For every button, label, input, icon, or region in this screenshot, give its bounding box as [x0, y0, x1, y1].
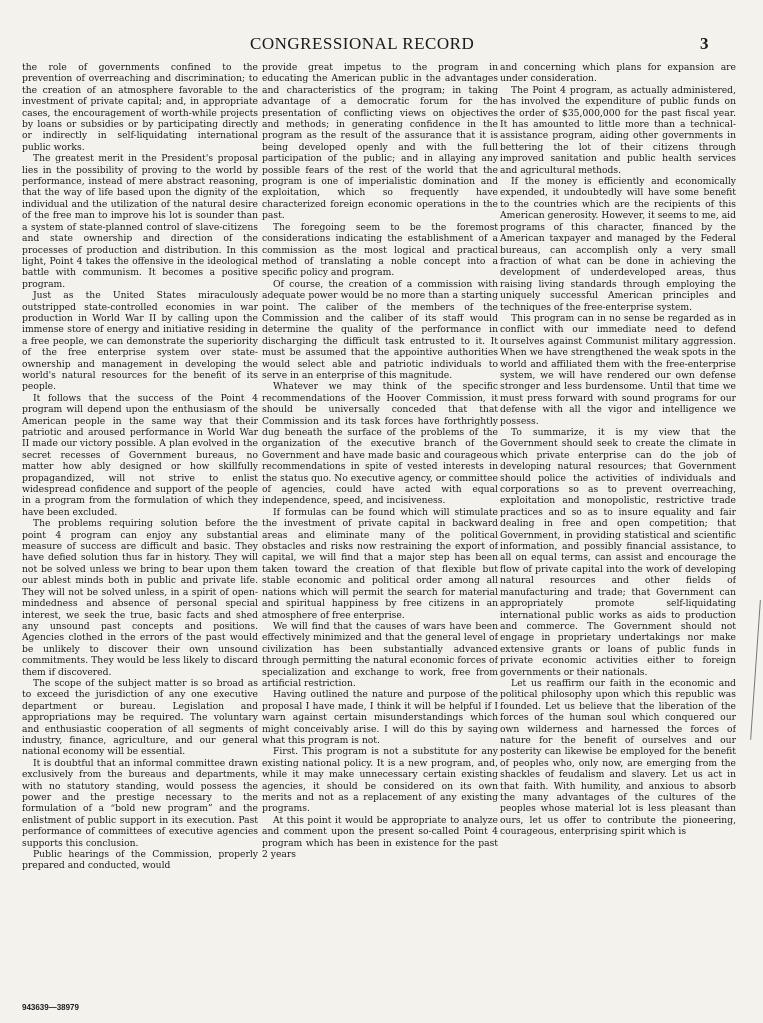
paragraph: If the money is efficiently and economically expended, it undoubtedly will have some benefit to the countries which are the recipients of this American generosity. However, it seems to me, aid programs of this character, financed by the American taxpayer and managed by the Federal bureaus, can accomplish only a very small fraction of what can be done in achieving the development of underdeveloped areas, thus raising living standards through employing the uniquely successful American principles and techniques of the free-enterprise system. — [500, 176, 736, 313]
page-number: 3 — [700, 34, 709, 53]
paragraph: Of course, the creation of a commission with adequate power would be no more than a starting point. The caliber of the members of the Commission and the caliber of its staff would determine the quality of the performance in discharging the difficult task entrusted to it. It must be assumed that the appointive authorities would select able and patriotic individuals to serve in an enterprise of this magnitude. — [262, 278, 498, 381]
paragraph: At this point it would be appropriate to analyze and comment upon the present so-called Point 4 program which has been in existence for the past 2 years — [262, 814, 498, 861]
text-column-2 — [262, 62, 498, 1012]
paragraph: First. This program is not a substitute for any existing national policy. It is a new program, and, while it may make unnecessary certain existing agencies, it should be considered on its own merits and not as a replacement of any existing programs. — [262, 746, 498, 815]
paragraph: This program can in no sense be regarded as in conflict with our immediate need to defend ourselves against Communist military aggression. When we have strengthened the weak spots in the world and affiliated them with the free-enterprise system, we will have rendered our own defense stronger and less burdensome. Until that time we must press forward with sound programs for our defense with all the vigor and intelligence we possess. — [500, 312, 736, 427]
paragraph: We will find that the causes of wars have been effectively minimized and that the general level of civilization has been substantially advanced through permitting the natural economic forces of specialization and exchange to work, free from artificial restriction. — [262, 620, 498, 689]
text-column-3 — [500, 62, 736, 1012]
print-code: 943639—38979 — [22, 1003, 79, 1012]
paragraph: the role of governments confined to the prevention of overreaching and discrimination; to the creation of an atmosphere favorable to the investment of private capital; and, in appropriate cases, the encouragement of worth-while projects by loans or subsidies or by participating directly or indirectly in self-liquidating international public works. — [22, 62, 258, 153]
paragraph: Just as the United States miraculously outstripped state-controlled economies in war production in World War II by calling upon the immense store of energy and initiative residing in a free people, we can demonstrate the superiority of the free enterprise system over state-ownership and management in developing the world's natural resources for the benefit of its people. — [22, 290, 258, 393]
paragraph: The greatest merit in the President's proposal lies in the possibility of proving to the world by performance, instead of mere abstract reasoning, that the way of life based upon the dignity of the individual and the utilization of the natural desire of the free man to improve his lot is sounder than a system of state-planned control of slave-citizens and state ownership and direction of the processes of production and distribution. In this light, Point 4 takes the offensive in the ideological battle with communism. It becomes a positive program. — [22, 153, 258, 290]
paragraph: The problems requiring solution before the point 4 program can enjoy any substantial measure of success are difficult and basic. They have defied solution thus far in history. They will not be solved unless we bring to bear upon them our ablest minds both in public and private life. They will not be solved unless, in a spirit of open-mindedness and absence of personal special interest, we seek the true, basic facts and shed any unsound past concepts and positions. Agencies clothed in the errors of the past would be unlikely to discover their own unsound commitments. They would be less likely to discard them if discovered. — [22, 518, 258, 678]
paragraph: Whatever we may think of the specific recommendations of the Hoover Commission, it should be universally conceded that that Commission and its task forces have forthrightly dug beneath the surface of the problems of the organization of the executive branch of the Government and have made basic and courageous recommendations in spite of vested interests in the status quo. No executive agency, or committee of agencies, could have acted with equal independence, speed, and incisiveness. — [262, 381, 498, 507]
paragraph: Having outlined the nature and purpose of the proposal I have made, I think it will be helpful if I warn against certain misunderstandings which might conceivably arise. I will do this by saying what this program is not. — [262, 689, 498, 746]
paragraph: The Point 4 program, as actually administered, has involved the expenditure of public funds on the order of $35,000,000 for the past fiscal year. It has amounted to little more than a technical-assistance program, aiding other governments in bettering the lot of their citizens through improved sanitation and public health services and agricultural methods. — [500, 84, 736, 176]
margin-pencil-mark — [750, 600, 763, 740]
paragraph: It is doubtful that an informal committee drawn exclusively from the bureaus and departments, with no statutory standing, would possess the power and the prestige necessary to the formulation of a “bold new program” and the enlistment of public support in its execution. Past performance of committees of executive agencies supports this conclusion. — [22, 757, 258, 849]
page-header — [0, 34, 763, 56]
paragraph: If formulas can be found which will stimulate the investment of private capital in backward areas and eliminate many of the political obstacles and risks now restraining the export of capital, we will find that a major step has been taken toward the creation of that flexible but stable economic and political order among all nations which will permit the search for material and spiritual happiness by free citizens in an atmosphere of free enterprise. — [262, 506, 498, 621]
paragraph: It follows that the success of the Point 4 program will depend upon the enthusiasm of the American people in the same way that their patriotic and aroused performance in World War II made our victory possible. A plan evolved in the secret recesses of Government bureaus, no matter how ably designed or how skillfully propagandized, will not strive to enlist widespread confidence and support of the people in a program from the formulation of which they have been excluded. — [22, 392, 258, 518]
paragraph: To summarize, it is my view that the Government should seek to create the climate in which private enterprise can do the job of developing natural resources; that Government should police the activities of individuals and corporations so as to prevent overreaching, exploitation and monopolistic, restrictive trade practices and so as to insure equality and fair dealing in free and open competition; that Government, in providing statistical and scientific information, and possibly financial assistance, to all on equal terms, can assist and encourage the flow of private capital into the work of developing natural resources and other fields of manufacturing and trade; that Government can appropriately promote self-liquidating international public works as aids to production and commerce. The Government should not engage in proprietary undertakings nor make extensive grants or loans of public funds in private economic activities either to foreign governments or their nationals. — [500, 427, 736, 678]
paragraph: Let us reaffirm our faith in the economic and political philosophy upon which this republic was founded. Let us believe that the liberation of the forces of the human soul which conquered our own wilderness and harnessed the forces of nature for the benefit of ourselves and our posterity can likewise be employed for the benefit of peoples who, only now, are emerging from the shackles of feudalism and slavery. Let us act in that faith. With humility, and anxious to absorb the many advantages of the cultures of the peoples whose material lot is less pleasant than ours, let us offer to contribute the pioneering, courageous, enterprising spirit which is — [500, 677, 736, 838]
paragraph: Public hearings of the Commission, properly prepared and conducted, would — [22, 849, 258, 872]
publication-title: CONGRESSIONAL RECORD — [250, 34, 475, 53]
text-column-1 — [22, 62, 258, 1012]
paragraph: and concerning which plans for expansion are under consideration. — [500, 62, 736, 85]
paragraph: The foregoing seem to be the foremost considerations indicating the establishment of a commission as the most logical and practical method of translating a noble concept into a specific policy and program. — [262, 221, 498, 279]
paragraph: The scope of the subject matter is so broad as to exceed the jurisdiction of any one executive department or bureau. Legislation and appropriations may be required. The voluntary and enthusiastic cooperation of all segments of industry, finance, agriculture, and our general national economy will be essential. — [22, 677, 258, 758]
paragraph: provide great impetus to the program in educating the American public in the advantages and characteristics of the program; in taking advantage of a democratic forum for the presentation of conflicting views on objectives and methods; in generating confidence in the program as the result of the assurance that it is being developed openly and with the full participation of the public; and in allaying any possible fears of the rest of the world that the program is one of imperialistic domination and exploitation, which so frequently have characterized foreign economic operations in the past. — [262, 62, 498, 222]
